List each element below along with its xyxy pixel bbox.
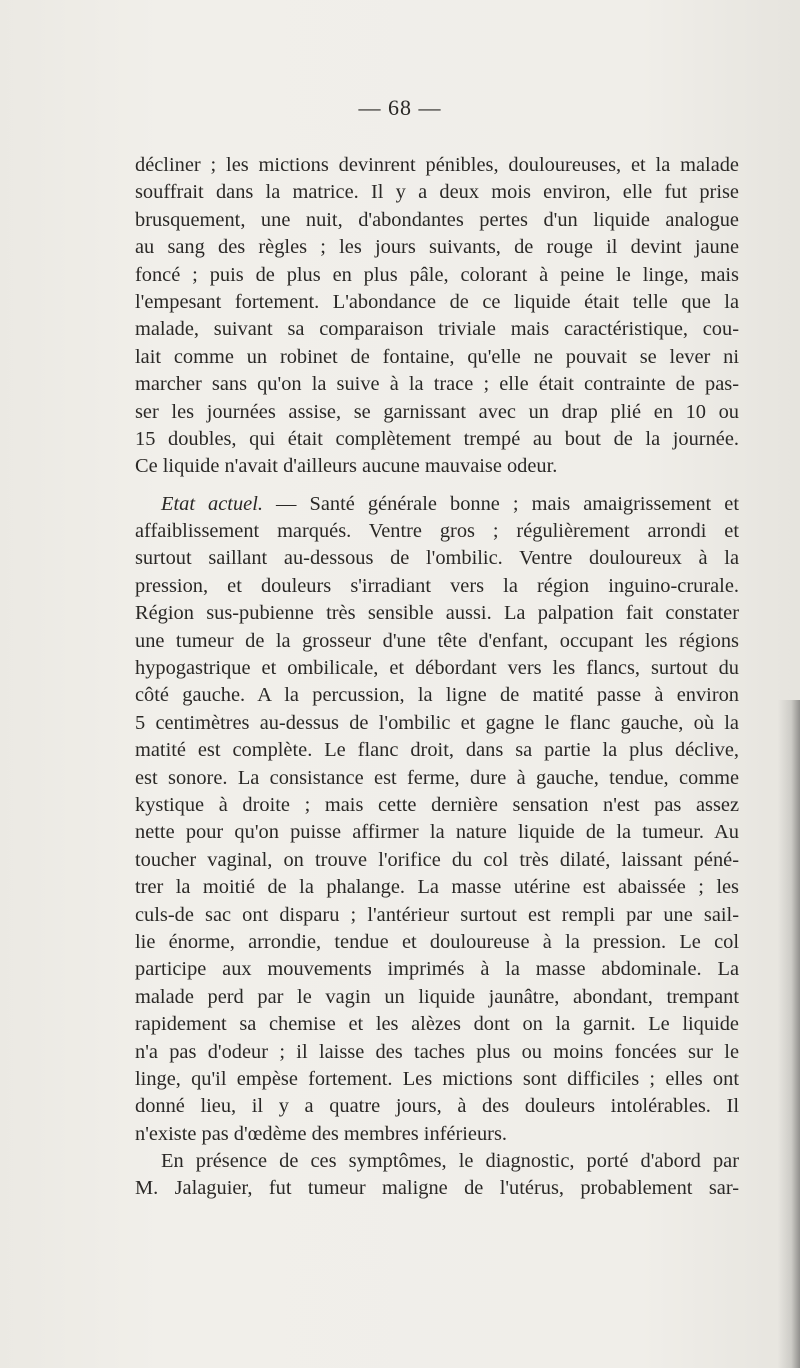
- paragraph-3: [135, 1148, 739, 1203]
- text-line: [135, 491, 739, 518]
- text-line: pression, et douleurs s'irradiant vers la région inguino-crurale.: [135, 574, 739, 597]
- text-line: est sonore. La consistance est ferme, dure à gauche, tendue, comme: [135, 766, 739, 789]
- text-line: En présence de ces symptômes, le diagnostic, porté d'abord par: [161, 1150, 739, 1173]
- text-line: donné lieu, il y a quatre jours, à des douleurs intolérables. Il: [135, 1095, 739, 1118]
- text-line: matité est complète. Le flanc droit, dans sa partie la plus déclive,: [135, 739, 739, 762]
- text-line: lie énorme, arrondie, tendue et douloureuse à la pression. Le col: [135, 930, 739, 953]
- text-line: 15 doubles, qui était complètement trempé au bout de la journée.: [135, 427, 739, 450]
- text-line: souffrait dans la matrice. Il y a deux mois environ, elle fut prise: [135, 181, 739, 204]
- text-line: toucher vaginal, on trouve l'orifice du col très dilaté, laissant péné-: [135, 848, 739, 871]
- text-line: 5 centimètres au-dessus de l'ombilic et gagne le flanc gauche, où la: [135, 711, 739, 734]
- text-line: kystique à droite ; mais cette dernière sensation n'est pas assez: [135, 793, 739, 816]
- text-line: surtout saillant au-dessous de l'ombilic. Ventre douloureux à la: [135, 547, 739, 570]
- paragraph-2: [135, 491, 739, 1148]
- body-text: [135, 152, 739, 1203]
- text-line: une tumeur de la grosseur d'une tête d'enfant, occupant les régions: [135, 629, 739, 652]
- section-heading: Etat actuel.: [161, 492, 263, 515]
- text-line: ser les journées assise, se garnissant avec un drap plié en 10 ou: [135, 400, 739, 423]
- text-line: brusquement, une nuit, d'abondantes pertes d'un liquide analogue: [135, 208, 739, 231]
- text-line: culs-de sac ont disparu ; l'antérieur surtout est rempli par une sail-: [135, 903, 739, 926]
- text-line: malade, suivant sa comparaison triviale mais caractéristique, cou-: [135, 318, 739, 341]
- text-line: M. Jalaguier, fut tumeur maligne de l'utérus, probablement sar-: [135, 1177, 739, 1200]
- text-line: n'existe pas d'œdème des membres inférieurs.: [135, 1122, 507, 1145]
- text-line: Ce liquide n'avait d'ailleurs aucune mauvaise odeur.: [135, 455, 558, 478]
- text-line: Région sus-pubienne très sensible aussi. La palpation fait constater: [135, 602, 739, 625]
- text-line: décliner ; les mictions devinrent pénibles, douloureuses, et la malade: [135, 154, 739, 176]
- text-line: malade perd par le vagin un liquide jaunâtre, abondant, trempant: [135, 985, 739, 1008]
- text-line: côté gauche. A la percussion, la ligne de matité passe à environ: [135, 684, 739, 707]
- text-line: n'a pas d'odeur ; il laisse des taches plus ou moins foncées sur le: [135, 1040, 739, 1063]
- text-line: affaiblissement marqués. Ventre gros ; régulièrement arrondi et: [135, 520, 739, 543]
- text-line: linge, qu'il empèse fortement. Les mictions sont difficiles ; elles ont: [135, 1067, 739, 1090]
- text-line: trer la moitié de la phalange. La masse utérine est abaissée ; les: [135, 876, 739, 899]
- text-line: hypogastrique et ombilicale, et débordant vers les flancs, surtout du: [135, 657, 739, 680]
- text-line: marcher sans qu'on la suive à la trace ; elle était contrainte de pas-: [135, 373, 739, 396]
- text-line: l'empesant fortement. L'abondance de ce liquide était telle que la: [135, 290, 739, 313]
- text-line: nette pour qu'on puisse affirmer la nature liquide de la tumeur. Au: [135, 821, 739, 844]
- page-number: — 68 —: [358, 95, 442, 120]
- text-line: au sang des règles ; les jours suivants, de rouge il devint jaune: [135, 236, 739, 259]
- text-line: lait comme un robinet de fontaine, qu'elle ne pouvait se lever ni: [135, 345, 739, 368]
- text-line: participe aux mouvements imprimés à la masse abdominale. La: [135, 958, 739, 981]
- paragraph-1: [135, 152, 739, 481]
- text-line: rapidement sa chemise et les alèzes dont on la garnit. Le liquide: [135, 1013, 739, 1036]
- text-line: foncé ; puis de plus en plus pâle, colorant à peine le linge, mais: [135, 263, 739, 286]
- page-edge-shadow: [778, 700, 800, 1368]
- heading-continuation: — Santé générale bonne ; mais amaigrissement et: [262, 492, 740, 515]
